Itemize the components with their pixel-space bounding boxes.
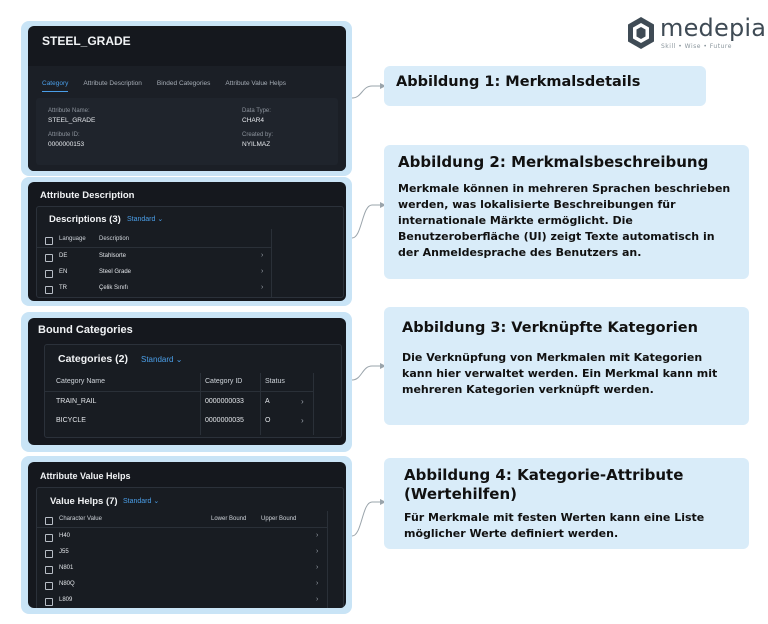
table-cell-language: TR xyxy=(59,285,67,291)
medepia-logo xyxy=(626,14,767,52)
connector-2 xyxy=(352,205,382,238)
callout-title: Abbildung 3: Verknüpfte Kategorien xyxy=(402,320,698,336)
callout-title: Abbildung 1: Merkmalsdetails xyxy=(396,74,641,90)
attribute-name-value: STEEL_GRADE xyxy=(48,117,96,124)
row-checkbox[interactable] xyxy=(45,254,53,262)
logo-tagline: Skill • Wise • Future xyxy=(661,43,732,50)
row-chevron-icon[interactable]: › xyxy=(316,532,319,539)
column-header-category-id: Category ID xyxy=(205,378,243,385)
row-checkbox[interactable] xyxy=(45,582,53,590)
row-chevron-icon[interactable]: › xyxy=(261,284,264,291)
table-cell-character-value: L809 xyxy=(59,597,73,603)
page-title: STEEL_GRADE xyxy=(42,34,131,48)
row-chevron-icon[interactable]: › xyxy=(316,596,319,603)
variant-selector[interactable] xyxy=(127,215,163,223)
callout-text: Für Merkmale mit festen Werten kann eine Liste möglicher Werte definiert werden. xyxy=(404,511,705,540)
table-cell-description: Stahlsorte xyxy=(99,253,127,259)
row-checkbox[interactable] xyxy=(45,534,53,542)
value-helps-table xyxy=(36,487,344,608)
callout-text: Die Verknüpfung von Merkmalen mit Kategorien kann hier verwaltet werden. Ein Merkmal kann mit mehreren Kategorien verknüpft werden. xyxy=(402,351,718,396)
connector-1 xyxy=(352,86,382,98)
column-header-language: Language xyxy=(59,236,86,242)
descriptions-table xyxy=(36,206,344,298)
callout-3 xyxy=(384,307,749,425)
attribute-value-helps-panel xyxy=(28,462,346,608)
table-title: Categories (2) xyxy=(58,353,129,365)
medepia-logo-icon xyxy=(626,16,656,50)
attribute-description-panel xyxy=(28,182,346,301)
column-header-description: Description xyxy=(99,236,130,242)
row-checkbox[interactable] xyxy=(45,270,53,278)
select-all-checkbox[interactable] xyxy=(45,237,53,245)
variant-selector[interactable] xyxy=(141,355,182,364)
bound-categories-panel xyxy=(28,318,346,445)
table-cell-character-value: H40 xyxy=(59,533,71,539)
created-by-value: NYILMAZ xyxy=(242,141,271,148)
row-chevron-icon[interactable]: › xyxy=(316,580,319,587)
categories-table xyxy=(44,344,342,438)
variant-label: Standard xyxy=(127,216,156,223)
callout-text: Merkmale können in mehreren Sprachen beschrieben werden, was lokalisierte Beschreibungen für internationale Märkte ermöglicht. Die Benutzeroberfläche (UI) zeigt Texte automatisch in der Anmeldesprache des Benutzers an. xyxy=(398,182,731,259)
column-header-lower-bound: Lower Bound xyxy=(211,516,247,522)
callout-title: Abbildung 2: Merkmalsbeschreibung xyxy=(398,153,709,171)
table-title: Descriptions (3) xyxy=(49,214,121,225)
table-cell-language: DE xyxy=(59,253,68,259)
column-header-character-value: Character Value xyxy=(59,516,102,522)
row-chevron-icon[interactable]: › xyxy=(301,397,304,406)
data-type-label: Data Type: xyxy=(242,108,271,114)
row-checkbox[interactable] xyxy=(45,566,53,574)
created-by-label: Created by: xyxy=(242,132,274,138)
callout-title: Abbildung 4: Kategorie-Attribute (Wertehilfen) xyxy=(404,466,684,503)
tab-category[interactable]: Category xyxy=(42,80,68,92)
variant-selector[interactable] xyxy=(123,497,159,505)
callout-1 xyxy=(384,66,706,106)
attribute-fields xyxy=(36,98,338,165)
section-title: Attribute Value Helps xyxy=(40,471,131,481)
table-cell-character-value: N80Q xyxy=(59,581,75,587)
chevron-down-icon: ⌄ xyxy=(157,216,164,223)
column-header-upper-bound: Upper Bound xyxy=(261,516,297,522)
table-cell-status: O xyxy=(265,417,271,424)
row-checkbox[interactable] xyxy=(45,550,53,558)
row-chevron-icon[interactable]: › xyxy=(261,268,264,275)
table-title: Value Helps (7) xyxy=(50,496,118,507)
table-cell-category-name: BICYCLE xyxy=(56,417,86,424)
table-cell-status: A xyxy=(265,398,270,405)
row-checkbox[interactable] xyxy=(45,598,53,606)
table-cell-category-name: TRAIN_RAIL xyxy=(56,398,97,405)
table-cell-category-id: 0000000035 xyxy=(205,417,244,424)
row-chevron-icon[interactable]: › xyxy=(316,548,319,555)
tab-binded-categories[interactable]: Binded Categories xyxy=(156,80,211,87)
column-header-category-name: Category Name xyxy=(56,378,106,385)
chevron-down-icon: ⌄ xyxy=(175,355,183,364)
table-cell-description: Çelik Sınıfı xyxy=(99,285,129,291)
variant-label: Standard xyxy=(123,498,152,505)
logo-wordmark: medepia xyxy=(660,14,767,42)
row-chevron-icon[interactable]: › xyxy=(301,416,304,425)
section-title: Bound Categories xyxy=(38,324,133,336)
callout-2 xyxy=(384,145,749,279)
data-type-value: CHAR4 xyxy=(242,117,265,124)
table-cell-description: Steel Grade xyxy=(99,269,132,275)
table-cell-category-id: 0000000033 xyxy=(205,398,244,405)
attribute-id-value: 0000000153 xyxy=(48,141,85,148)
connector-4 xyxy=(352,502,382,536)
chevron-down-icon: ⌄ xyxy=(153,498,160,505)
column-header-status: Status xyxy=(265,378,285,385)
section-title: Attribute Description xyxy=(40,190,135,201)
connector-3 xyxy=(352,366,382,380)
tab-attribute-description[interactable]: Attribute Description xyxy=(83,80,142,87)
attribute-details-panel xyxy=(28,26,346,171)
tab-attribute-value-helps[interactable]: Attribute Value Helps xyxy=(225,80,286,87)
table-cell-character-value: J55 xyxy=(59,549,69,555)
row-checkbox[interactable] xyxy=(45,286,53,294)
table-cell-language: EN xyxy=(59,269,68,275)
tab-bar xyxy=(42,80,286,92)
table-cell-character-value: N801 xyxy=(59,565,74,571)
attribute-id-label: Attribute ID: xyxy=(48,132,80,138)
select-all-checkbox[interactable] xyxy=(45,517,53,525)
row-chevron-icon[interactable]: › xyxy=(316,564,319,571)
variant-label: Standard xyxy=(141,355,174,364)
attribute-name-label: Attribute Name: xyxy=(48,108,90,114)
row-chevron-icon[interactable]: › xyxy=(261,252,264,259)
callout-4 xyxy=(384,458,749,549)
